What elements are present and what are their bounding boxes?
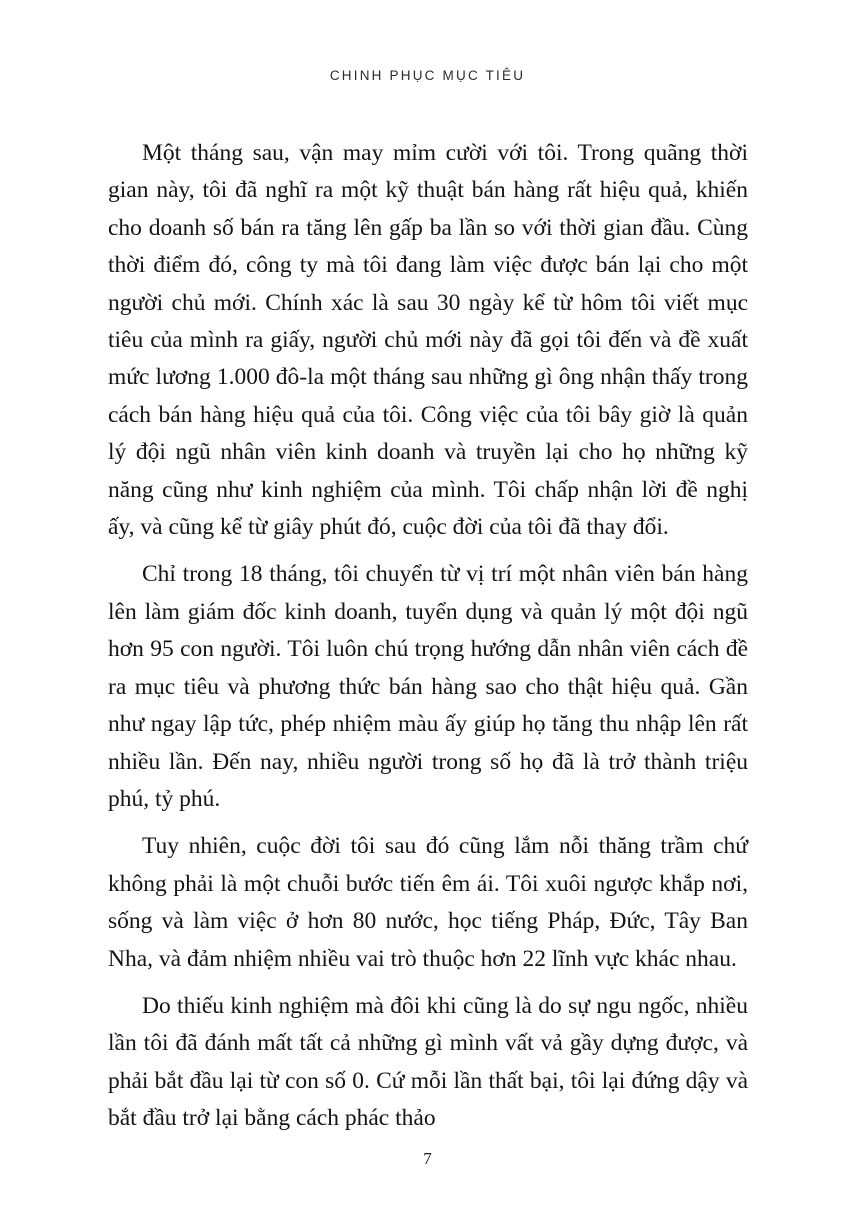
paragraph: Một tháng sau, vận may mỉm cười với tôi. Trong quãng thời gian này, tôi đã nghĩ ra một kỹ thuật bán hàng rất hiệu quả, khiến cho doanh số bán ra tăng lên gấp ba lần so với thời gian đầu. Cùng thời điểm đó, công ty mà tôi đang làm việc được bán lại cho một người chủ mới. Chính xác là sau 30 ngày kể từ hôm tôi viết mục tiêu của mình ra giấy, người chủ mới này đã gọi tôi đến và đề xuất mức lương 1.000 đô-la một tháng sau những gì ông nhận thấy trong cách bán hàng hiệu quả của tôi. Công việc của tôi bây giờ là quản lý đội ngũ nhân viên kinh doanh và truyền lại cho họ những kỹ năng cũng như kinh nghiệm của mình. Tôi chấp nhận lời đề nghị ấy, và cũng kể từ giây phút đó, cuộc đời của tôi đã thay đổi. <box>108 140 748 541</box>
paragraph: Chỉ trong 18 tháng, tôi chuyển từ vị trí một nhân viên bán hàng lên làm giám đốc kinh doanh, tuyển dụng và quản lý một đội ngũ hơn 95 con người. Tôi luôn chú trọng hướng dẫn nhân viên cách đề ra mục tiêu và phương thức bán hàng sao cho thật hiệu quả. Gần như ngay lập tức, phép nhiệm màu ấy giúp họ tăng thu nhập lên rất nhiều lần. Đến nay, nhiều người trong số họ đã là trở thành triệu phú, tỷ phú. <box>108 561 748 812</box>
paragraph: Tuy nhiên, cuộc đời tôi sau đó cũng lắm nỗi thăng trầm chứ không phải là một chuỗi bước tiến êm ái. Tôi xuôi ngược khắp nơi, sống và làm việc ở hơn 80 nước, học tiếng Pháp, Đức, Tây Ban Nha, và đảm nhiệm nhiều vai trò thuộc hơn 22 lĩnh vực khác nhau. <box>108 833 748 972</box>
page-number: 7 <box>423 1149 432 1168</box>
body-text <box>108 135 748 1138</box>
running-header: CHINH PHỤC MỤC TIÊU <box>329 68 526 83</box>
paragraph: Do thiếu kinh nghiệm mà đôi khi cũng là do sự ngu ngốc, nhiều lần tôi đã đánh mất tất cả những gì mình vất vả gầy dựng được, và phải bắt đầu lại từ con số 0. Cứ mỗi lần thất bại, tôi lại đứng dậy và bắt đầu trở lại bằng cách phác thảo <box>108 992 748 1132</box>
